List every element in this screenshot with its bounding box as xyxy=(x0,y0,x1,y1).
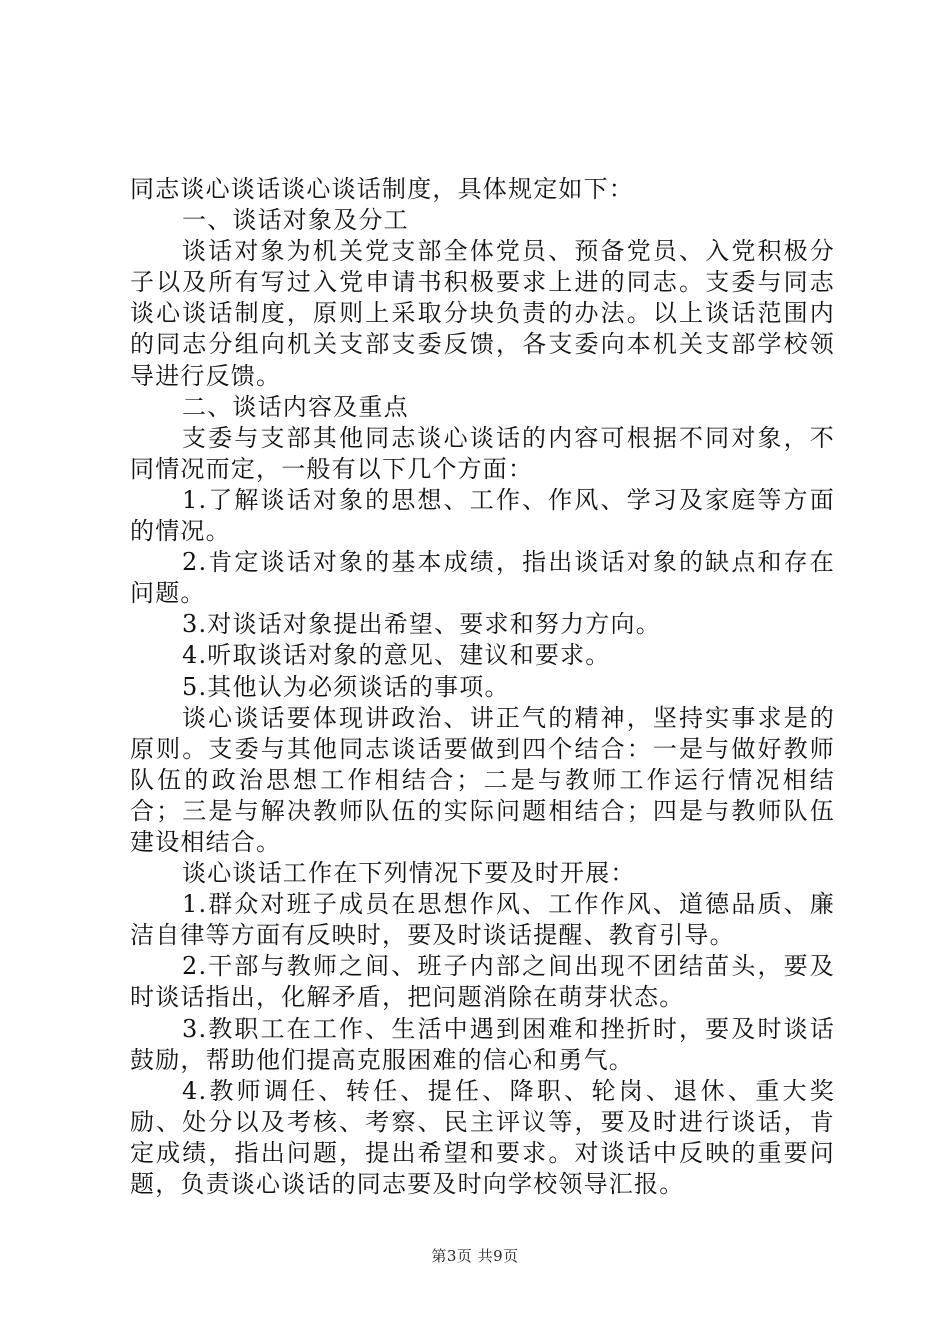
section-heading-1: 一、谈话对象及分工 xyxy=(182,206,409,235)
list-item: 1.群众对班子成员在思想作风、工作作风、道德品质、廉洁自律等方面有反映时，要及时谈话提醒、教育引导。 xyxy=(130,890,835,950)
list-item: 1.了解谈话对象的思想、工作、作风、学习及家庭等方面的情况。 xyxy=(130,485,835,546)
paragraph-intro: 同志谈心谈话谈心谈话制度，具体规定如下： xyxy=(130,175,634,203)
list-item: 4.教师调任、转任、提任、降职、轮岗、退休、重大奖励、处分以及考核、考察、民主评议等，要及时进行谈话，肯定成绩，指出问题，提出希望和要求。对谈话中反映的重要问题，负责谈心谈话的同志要及时向学校领导汇报。 xyxy=(130,1076,835,1198)
paragraph: 谈话对象为机关党支部全体党员、预备党员、入党积极分子以及所有写过入党申请书积极要求上进的同志。支委与同志谈心谈话制度，原则上采取分块负责的办法。以上谈话范围内的同志分组向机关支部支委反馈，各支委向本机关支部学校领导进行反馈。 xyxy=(130,237,835,390)
page-number-footer: 第3页 共9页 xyxy=(431,1247,519,1265)
list-item: 5.其他认为必须谈话的事项。 xyxy=(182,672,510,701)
paragraph: 谈心谈话工作在下列情况下要及时开展： xyxy=(182,859,636,888)
paragraph: 谈心谈话要体现讲政治、讲正气的精神，坚持实事求是的原则。支委与其他同志谈话要做到四个结合：一是与做好教师队伍的政治思想工作相结合；二是与教师工作运行情况相结合；三是与解决教师队伍的实际问题相结合；四是与教师队伍建设相结合。 xyxy=(130,703,835,856)
section-heading-2: 二、谈话内容及重点 xyxy=(182,392,409,421)
list-item: 4.听取谈话对象的意见、建议和要求。 xyxy=(182,641,611,670)
paragraph: 支委与支部其他同志谈心谈话的内容可根据不同对象，不同情况而定，一般有以下几个方面： xyxy=(130,423,835,483)
document-body xyxy=(130,174,835,1200)
list-item: 2.干部与教师之间、班子内部之间出现不团结苗头，要及时谈话指出，化解矛盾，把问题消除在萌芽状态。 xyxy=(130,952,835,1012)
list-item: 3.对谈话对象提出希望、要求和努力方向。 xyxy=(182,610,661,639)
list-item: 2.肯定谈话对象的基本成绩，指出谈话对象的缺点和存在问题。 xyxy=(130,548,835,608)
list-item: 3.教职工在工作、生活中遇到困难和挫折时，要及时谈话鼓励，帮助他们提高克服困难的信心和勇气。 xyxy=(130,1014,835,1074)
